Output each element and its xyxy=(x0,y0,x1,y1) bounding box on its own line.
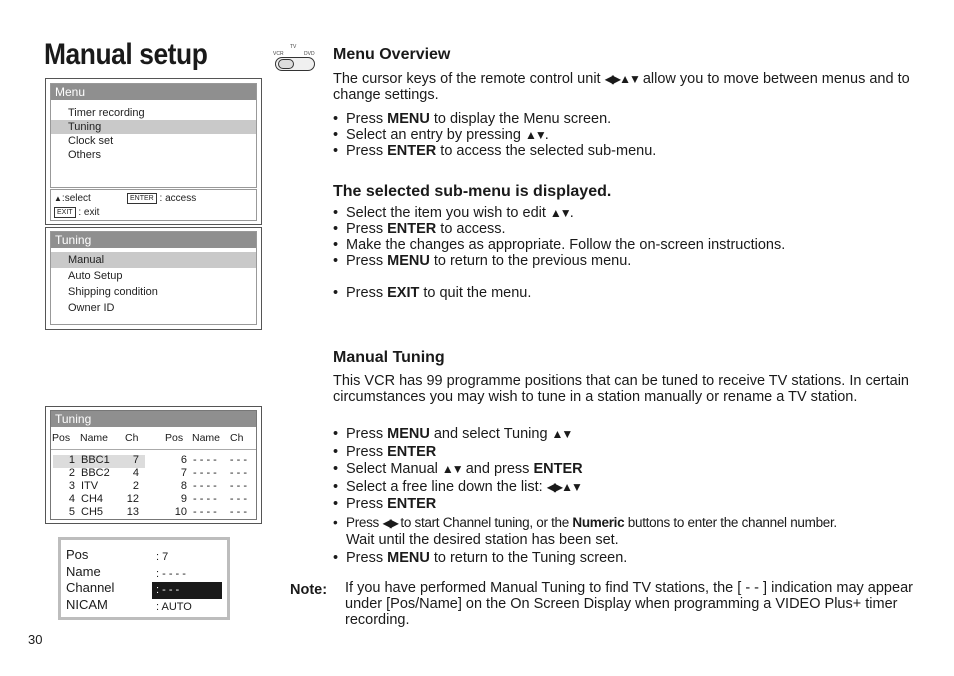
col-ch: Ch xyxy=(125,432,139,444)
table-row[interactable] xyxy=(51,506,161,519)
menu-overview-bullet-3 xyxy=(333,143,923,159)
menu-item-others[interactable]: Others xyxy=(68,149,102,161)
table-row[interactable] xyxy=(51,493,161,506)
tuning-list-screen xyxy=(45,406,262,524)
b-text: Select the item you wish to edit xyxy=(346,205,546,221)
cell-name: - - - - xyxy=(193,493,217,505)
col-name: Name xyxy=(80,432,109,444)
switch-tv-label: TV xyxy=(290,44,297,50)
cell-name: CH5 xyxy=(81,506,104,518)
menu-overview-heading: Menu Overview xyxy=(333,46,451,63)
submenu-heading: The selected sub-menu is displayed. xyxy=(333,183,612,200)
note-label: Note: xyxy=(290,582,328,598)
manual-tuning-bullets xyxy=(333,426,933,567)
b-text: to return to the Tuning screen. xyxy=(433,549,628,566)
enter-key-label: ENTER xyxy=(533,461,583,477)
entry-label-channel: Channel xyxy=(66,580,115,595)
cell-ch: 2 xyxy=(132,480,139,492)
b-text: to access. xyxy=(440,221,506,237)
cell-pos: 10 xyxy=(174,506,187,518)
tuning-list-panel xyxy=(50,231,257,325)
tuning-bullet-3 xyxy=(333,461,933,479)
cell-ch: - - - xyxy=(229,493,247,505)
up-down-arrow-icon: ▲▼ xyxy=(524,128,545,142)
cell-ch: 12 xyxy=(126,493,139,505)
b-text: Press xyxy=(346,111,384,127)
manual-tuning-intro: This VCR has 99 programme positions that can be tuned to receive TV stations. In certain circumstances you may wish to tune in a station manually or rename a TV station. xyxy=(333,373,909,405)
tuning-bullet-1 xyxy=(333,426,933,444)
tuning-bullet-7 xyxy=(333,550,933,568)
four-way-cursor-icon: ◀▶▲▼ xyxy=(546,479,581,494)
cell-pos: 5 xyxy=(68,506,75,518)
entry-value-pos[interactable]: : 7 xyxy=(156,551,169,563)
b-text: and press xyxy=(465,461,530,477)
enter-key-label: ENTER xyxy=(387,496,437,512)
cell-name: ITV xyxy=(81,480,99,492)
tuning-list-header: Tuning xyxy=(51,411,256,427)
b-text: to quit the menu. xyxy=(423,285,532,301)
cell-pos: 9 xyxy=(180,493,187,505)
entry-value-nicam[interactable]: : AUTO xyxy=(156,600,192,613)
menu-hint-panel xyxy=(50,189,257,221)
menu-overview-intro xyxy=(333,71,923,103)
menu-item-timer-recording[interactable]: Timer recording xyxy=(68,107,145,119)
entry-value-channel[interactable]: : - - - xyxy=(152,582,222,599)
menu-overview-bullet-2 xyxy=(333,127,923,143)
up-down-arrow-icon: ▲ xyxy=(54,194,62,203)
up-down-arrow-icon: ▲▼ xyxy=(549,206,570,220)
intro-text-b: allow you to move between menus and to change settings. xyxy=(333,71,910,103)
cell-ch: - - - xyxy=(229,467,247,479)
exit-hint-text: : exit xyxy=(78,207,100,219)
tuning-bullet-4 xyxy=(333,479,933,497)
cell-pos: 6 xyxy=(180,454,187,466)
tuning-table-left xyxy=(51,454,161,519)
cell-pos: 7 xyxy=(180,467,187,479)
cell-pos: 8 xyxy=(180,480,187,492)
cell-name: - - - - xyxy=(193,506,217,518)
select-hint xyxy=(54,193,91,204)
tuning-bullet-2 xyxy=(333,444,933,462)
submenu-bullet-5 xyxy=(333,285,933,301)
enter-key-label: ENTER xyxy=(387,443,437,460)
b-text: Press xyxy=(346,426,384,442)
exit-key-label: EXIT xyxy=(387,285,420,301)
cell-ch: - - - xyxy=(229,480,247,492)
b-text: Press xyxy=(346,221,384,237)
switch-dvd-label: DVD xyxy=(304,51,315,57)
four-way-cursor-icon: ◀▶▲▼ xyxy=(604,72,639,86)
col-pos-2: Pos xyxy=(165,432,184,444)
menu-overview-bullet-1 xyxy=(333,111,923,127)
manual-entry-screen xyxy=(58,537,230,620)
col-name-2: Name xyxy=(192,432,221,444)
cell-name: - - - - xyxy=(193,454,217,466)
tuning-item-manual[interactable]: Manual xyxy=(51,252,256,268)
intro-text-a: The cursor keys of the remote control unit xyxy=(333,71,601,87)
up-down-arrow-icon: ▲▼ xyxy=(551,427,572,441)
b-text: Select an entry by pressing xyxy=(346,127,521,143)
cell-name: - - - - xyxy=(193,480,217,492)
left-right-arrow-icon: ◀▶ xyxy=(382,515,397,530)
tuning-bullet-5 xyxy=(333,496,933,514)
table-row[interactable] xyxy=(161,454,259,467)
enter-key-icon: ENTER xyxy=(127,193,157,204)
table-divider xyxy=(51,449,256,450)
cell-ch: - - - xyxy=(229,454,247,466)
menu-overview-bullets xyxy=(333,111,923,159)
cell-pos: 4 xyxy=(68,493,75,505)
submenu-bullets xyxy=(333,205,933,301)
b-text: Press xyxy=(346,496,384,512)
switch-vcr-label: VCR xyxy=(273,51,284,57)
b-text: Press xyxy=(346,253,384,269)
b-text: Select Manual xyxy=(346,461,438,477)
tuning-table-panel xyxy=(50,410,257,520)
numeric-key-label: Numeric xyxy=(572,514,625,530)
enter-key-label: ENTER xyxy=(387,143,437,159)
menu-key-label: MENU xyxy=(387,549,430,566)
entry-label-nicam: NICAM xyxy=(66,596,108,612)
entry-label-pos: Pos xyxy=(66,547,89,562)
b-text: to start Channel tuning, or the xyxy=(400,514,569,530)
cell-name: - - - - xyxy=(193,467,217,479)
up-down-arrow-icon: ▲▼ xyxy=(441,462,462,476)
tuning-bullet-6-cont: Wait until the desired station has been set. xyxy=(346,532,619,548)
entry-values xyxy=(156,549,222,615)
exit-hint xyxy=(54,207,99,218)
b-text: . xyxy=(569,205,574,221)
submenu-bullet-4 xyxy=(333,253,933,269)
submenu-bullet-2 xyxy=(333,221,933,237)
cell-pos: 2 xyxy=(68,467,75,479)
cell-pos: 3 xyxy=(68,480,75,492)
b-text: Press xyxy=(346,285,384,301)
cell-ch: 4 xyxy=(132,467,139,479)
vcr-dvd-switch-icon xyxy=(272,44,318,74)
b-text: Press xyxy=(346,549,384,566)
access-hint xyxy=(127,193,196,204)
menu-header: Menu xyxy=(51,84,256,100)
switch-knob xyxy=(278,59,294,69)
b-text: Press xyxy=(346,514,380,530)
table-row[interactable] xyxy=(161,480,259,493)
switch-track xyxy=(275,57,315,71)
tuning-item-auto-setup[interactable]: Auto Setup xyxy=(68,270,123,282)
tuning-item-owner-id[interactable]: Owner ID xyxy=(68,302,115,314)
menu-key-label: MENU xyxy=(387,426,430,442)
note-text: If you have performed Manual Tuning to find TV stations, the [ - - ] indication may appear under [Pos/Name] on the On Screen Display when programming a VIDEO Plus+ timer recording. xyxy=(345,580,913,628)
page-title: Manual setup xyxy=(44,38,208,71)
b-text: . xyxy=(544,127,549,143)
b-text: Press xyxy=(346,143,384,159)
cell-pos: 1 xyxy=(68,454,75,466)
manual-tuning-heading: Manual Tuning xyxy=(333,349,445,366)
cell-ch: - - - xyxy=(229,506,247,518)
tuning-table-right xyxy=(161,454,259,519)
table-row[interactable] xyxy=(161,493,259,506)
exit-key-icon: EXIT xyxy=(54,207,76,218)
entry-labels xyxy=(66,547,114,613)
col-ch-2: Ch xyxy=(230,432,244,444)
b-text: Select a free line down the list: xyxy=(346,478,543,495)
tuning-item-shipping-condition[interactable]: Shipping condition xyxy=(68,286,158,298)
menu-item-tuning[interactable]: Tuning xyxy=(51,120,256,134)
b-text: to access the selected sub-menu. xyxy=(440,143,657,159)
cell-ch: 13 xyxy=(126,506,139,518)
menu-item-clock-set[interactable]: Clock set xyxy=(68,135,114,147)
table-row[interactable] xyxy=(51,454,161,467)
b-text: buttons to enter the channel number. xyxy=(627,514,837,530)
select-hint-text: :select xyxy=(61,193,91,204)
cell-name: BBC2 xyxy=(81,467,110,479)
tuning-bullet-6 xyxy=(333,514,933,533)
menu-key-label: MENU xyxy=(387,253,430,269)
menu-list-panel xyxy=(50,83,257,188)
submenu-bullet-1 xyxy=(333,205,933,221)
entry-label-name: Name xyxy=(66,563,101,579)
menu-key-label: MENU xyxy=(387,111,430,127)
menu-screen xyxy=(45,78,262,225)
access-hint-text: : access xyxy=(159,193,197,205)
table-row[interactable] xyxy=(161,506,259,519)
entry-value-name[interactable]: : - - - - xyxy=(156,567,186,580)
table-row[interactable] xyxy=(51,480,161,493)
tuning-header: Tuning xyxy=(51,232,256,248)
b-text: Press xyxy=(346,443,384,460)
table-row[interactable] xyxy=(51,467,161,480)
col-pos: Pos xyxy=(52,432,71,444)
cell-ch: 7 xyxy=(132,454,139,466)
b-text: to return to the previous menu. xyxy=(433,253,632,269)
submenu-bullet-3: • Make the changes as appropriate. Follow the on-screen instructions. xyxy=(333,237,933,253)
table-row[interactable] xyxy=(161,467,259,480)
b-text: to display the Menu screen. xyxy=(433,111,612,127)
tuning-screen xyxy=(45,227,262,330)
cell-name: BBC1 xyxy=(81,454,110,466)
cell-name: CH4 xyxy=(81,493,104,505)
b-text: and select Tuning xyxy=(433,426,548,442)
page-number: 30 xyxy=(28,632,43,647)
enter-key-label: ENTER xyxy=(387,221,437,237)
